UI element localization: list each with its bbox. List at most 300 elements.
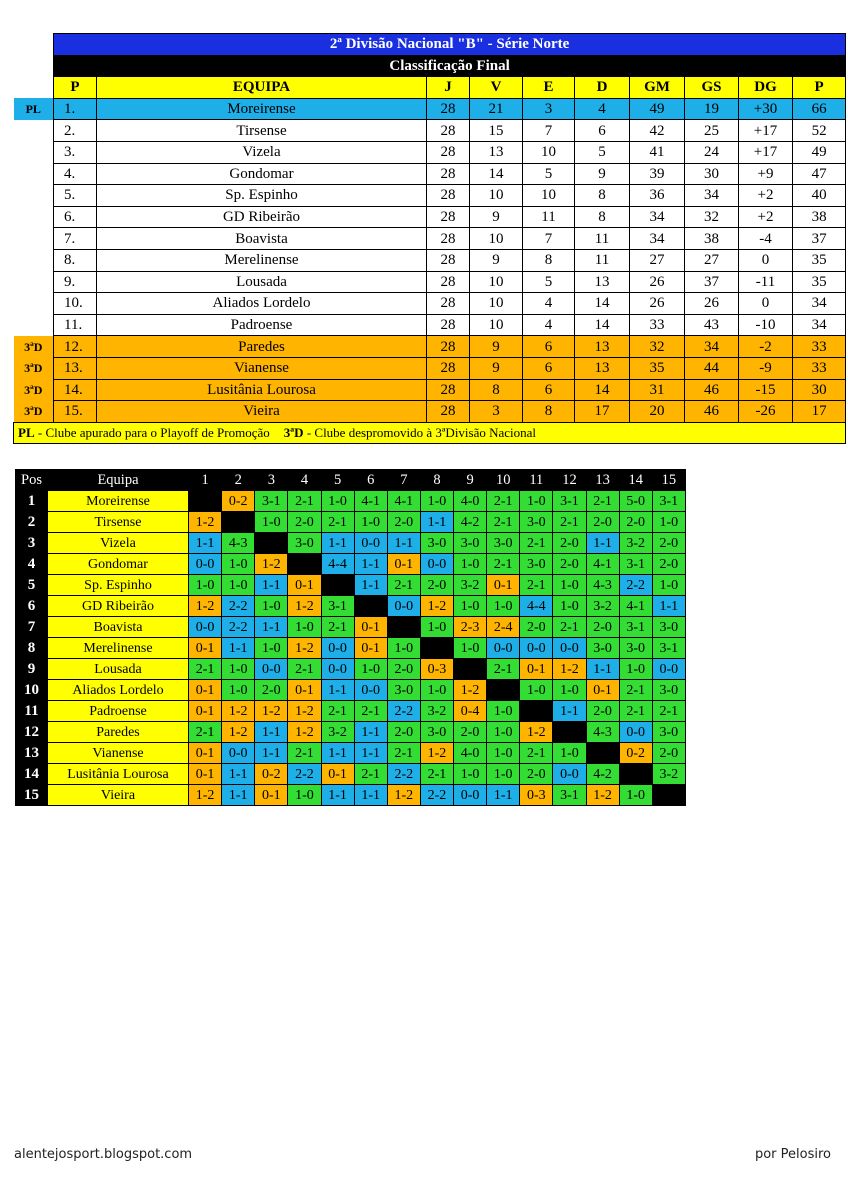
standings-row [14, 293, 846, 315]
blank-cell [14, 141, 54, 163]
draws-cell: 7 [523, 120, 575, 142]
result-cell: 0-0 [255, 659, 288, 680]
legend-pl-key: PL [18, 424, 35, 440]
result-cell: 2-0 [619, 512, 652, 533]
standings-row [14, 120, 846, 142]
goals-for-cell: 32 [630, 336, 685, 358]
draws-cell: 3 [523, 98, 575, 120]
matrix-row-team: Lusitânia Lourosa [48, 764, 189, 785]
result-cell: 0-2 [222, 491, 255, 512]
standings-row [14, 206, 846, 228]
result-cell: 1-0 [255, 638, 288, 659]
matrix-column-header: 4 [288, 470, 321, 491]
result-cell: 1-0 [553, 596, 586, 617]
matrix-row [16, 659, 686, 680]
status-tag: PL [14, 98, 54, 120]
result-cell: 1-0 [454, 764, 487, 785]
result-cell: 1-2 [288, 596, 321, 617]
result-cell: 1-0 [222, 680, 255, 701]
result-cell: 1-1 [222, 638, 255, 659]
matrix-column-header: 11 [520, 470, 553, 491]
matrix-column-header: 5 [321, 470, 354, 491]
matrix-row [16, 491, 686, 512]
result-cell: 3-2 [454, 575, 487, 596]
result-cell: 1-2 [189, 785, 222, 806]
played-cell: 28 [427, 206, 470, 228]
result-cell: 1-2 [586, 785, 619, 806]
blank-cell [14, 77, 54, 99]
result-cell: 3-1 [553, 491, 586, 512]
result-cell: 1-2 [255, 554, 288, 575]
position-cell: 2. [54, 120, 97, 142]
goals-for-cell: 36 [630, 185, 685, 207]
result-cell: 2-0 [387, 659, 420, 680]
result-cell: 0-3 [420, 659, 453, 680]
result-cell: 2-1 [321, 512, 354, 533]
result-cell: 3-0 [520, 554, 553, 575]
result-cell: 1-1 [321, 785, 354, 806]
matrix-row-pos: 12 [16, 722, 48, 743]
header-goals-against: GS [685, 77, 739, 99]
team-name: Gondomar [97, 163, 427, 185]
losses-cell: 14 [575, 379, 630, 401]
self-match-cell [454, 659, 487, 680]
goals-against-cell: 34 [685, 336, 739, 358]
result-cell: 3-0 [520, 512, 553, 533]
result-cell: 4-1 [619, 596, 652, 617]
result-cell: 2-1 [354, 764, 387, 785]
blank-cell [14, 271, 54, 293]
result-cell: 0-0 [420, 554, 453, 575]
result-cell: 2-1 [619, 701, 652, 722]
matrix-column-header: 9 [454, 470, 487, 491]
result-cell: 1-1 [420, 512, 453, 533]
result-cell: 1-0 [222, 554, 255, 575]
result-cell: 4-4 [520, 596, 553, 617]
points-cell: 34 [793, 293, 846, 315]
matrix-row-team: Aliados Lordelo [48, 680, 189, 701]
result-cell: 3-0 [652, 680, 685, 701]
goals-for-cell: 31 [630, 379, 685, 401]
matrix-row [16, 722, 686, 743]
matrix-header-pos: Pos [16, 470, 48, 491]
goal-difference-cell: +2 [739, 206, 793, 228]
matrix-column-header: 7 [387, 470, 420, 491]
result-cell: 1-0 [354, 512, 387, 533]
result-cell: 0-1 [354, 638, 387, 659]
draws-cell: 5 [523, 163, 575, 185]
result-cell: 2-1 [288, 659, 321, 680]
matrix-row [16, 680, 686, 701]
goals-against-cell: 32 [685, 206, 739, 228]
goals-against-cell: 46 [685, 379, 739, 401]
goal-difference-cell: +17 [739, 141, 793, 163]
result-cell: 3-0 [487, 533, 520, 554]
result-cell: 0-2 [619, 743, 652, 764]
result-cell: 2-0 [652, 554, 685, 575]
standings-row [14, 336, 846, 358]
footer-blog-url[interactable]: alentejosport.blogspot.com [14, 1147, 193, 1162]
goals-for-cell: 20 [630, 401, 685, 423]
played-cell: 28 [427, 228, 470, 250]
played-cell: 28 [427, 120, 470, 142]
position-cell: 12. [54, 336, 97, 358]
result-cell: 2-1 [288, 743, 321, 764]
points-cell: 34 [793, 314, 846, 336]
position-cell: 15. [54, 401, 97, 423]
result-cell: 2-1 [652, 701, 685, 722]
goal-difference-cell: -10 [739, 314, 793, 336]
matrix-row-team: Vieira [48, 785, 189, 806]
result-cell: 0-0 [354, 533, 387, 554]
result-cell: 3-1 [652, 638, 685, 659]
result-cell: 1-0 [288, 785, 321, 806]
result-cell: 1-2 [222, 722, 255, 743]
matrix-row-pos: 14 [16, 764, 48, 785]
result-cell: 1-0 [487, 722, 520, 743]
losses-cell: 13 [575, 357, 630, 379]
legend-row [14, 422, 846, 444]
result-cell: 1-1 [354, 785, 387, 806]
result-cell: 0-0 [619, 722, 652, 743]
result-cell: 1-2 [553, 659, 586, 680]
result-cell: 1-1 [354, 722, 387, 743]
result-cell: 0-1 [354, 617, 387, 638]
goals-for-cell: 26 [630, 271, 685, 293]
matrix-row-team: Lousada [48, 659, 189, 680]
result-cell: 1-1 [387, 533, 420, 554]
result-cell: 1-2 [288, 701, 321, 722]
result-cell: 1-0 [222, 575, 255, 596]
result-cell: 1-0 [553, 575, 586, 596]
result-cell: 2-0 [652, 743, 685, 764]
matrix-row [16, 533, 686, 554]
status-tag: 3ªD [14, 401, 54, 423]
goals-against-cell: 38 [685, 228, 739, 250]
status-tag: 3ªD [14, 357, 54, 379]
result-cell: 5-0 [619, 491, 652, 512]
result-cell: 2-1 [520, 743, 553, 764]
matrix-row [16, 554, 686, 575]
self-match-cell [222, 512, 255, 533]
position-cell: 14. [54, 379, 97, 401]
matrix-row-team: GD Ribeirão [48, 596, 189, 617]
result-cell: 3-1 [652, 491, 685, 512]
matrix-row [16, 785, 686, 806]
wins-cell: 10 [470, 271, 523, 293]
result-cell: 2-0 [387, 722, 420, 743]
matrix-row-team: Vizela [48, 533, 189, 554]
result-cell: 0-0 [222, 743, 255, 764]
goal-difference-cell: 0 [739, 249, 793, 271]
position-cell: 11. [54, 314, 97, 336]
goals-against-cell: 44 [685, 357, 739, 379]
result-cell: 1-2 [288, 722, 321, 743]
result-cell: 4-2 [586, 764, 619, 785]
result-cell: 2-4 [487, 617, 520, 638]
standings-table [13, 33, 846, 444]
points-cell: 52 [793, 120, 846, 142]
result-cell: 1-1 [487, 785, 520, 806]
result-cell: 1-0 [420, 491, 453, 512]
result-cell: 1-0 [487, 764, 520, 785]
matrix-row-pos: 9 [16, 659, 48, 680]
result-cell: 4-4 [321, 554, 354, 575]
goals-against-cell: 46 [685, 401, 739, 423]
draws-cell: 8 [523, 401, 575, 423]
goals-for-cell: 33 [630, 314, 685, 336]
result-cell: 1-1 [354, 575, 387, 596]
result-cell: 1-0 [288, 617, 321, 638]
self-match-cell [255, 533, 288, 554]
wins-cell: 10 [470, 293, 523, 315]
team-name: Moreirense [97, 98, 427, 120]
result-cell: 2-1 [420, 764, 453, 785]
result-cell: 1-1 [222, 764, 255, 785]
result-cell: 2-0 [553, 533, 586, 554]
goals-for-cell: 34 [630, 228, 685, 250]
matrix-row [16, 617, 686, 638]
result-cell: 0-1 [189, 743, 222, 764]
result-cell: 1-1 [255, 575, 288, 596]
blank-cell [14, 120, 54, 142]
self-match-cell [619, 764, 652, 785]
header-draws: E [523, 77, 575, 99]
header-goals-for: GM [630, 77, 685, 99]
matrix-column-header: 1 [189, 470, 222, 491]
result-cell: 0-0 [189, 617, 222, 638]
self-match-cell [420, 638, 453, 659]
goals-against-cell: 30 [685, 163, 739, 185]
self-match-cell [487, 680, 520, 701]
position-cell: 13. [54, 357, 97, 379]
legend [14, 422, 846, 444]
position-cell: 4. [54, 163, 97, 185]
result-cell: 1-1 [255, 743, 288, 764]
losses-cell: 11 [575, 228, 630, 250]
result-cell: 0-0 [553, 764, 586, 785]
draws-cell: 6 [523, 357, 575, 379]
result-cell: 1-2 [189, 596, 222, 617]
position-cell: 9. [54, 271, 97, 293]
result-cell: 2-0 [420, 575, 453, 596]
goals-for-cell: 27 [630, 249, 685, 271]
matrix-column-header: 15 [652, 470, 685, 491]
result-cell: 0-1 [189, 680, 222, 701]
result-cell: 1-0 [487, 701, 520, 722]
result-cell: 1-1 [222, 785, 255, 806]
matrix-row-pos: 15 [16, 785, 48, 806]
self-match-cell [387, 617, 420, 638]
result-cell: 1-1 [553, 701, 586, 722]
goals-for-cell: 35 [630, 357, 685, 379]
team-name: Vianense [97, 357, 427, 379]
goal-difference-cell: -4 [739, 228, 793, 250]
team-name: Aliados Lordelo [97, 293, 427, 315]
result-cell: 1-0 [222, 659, 255, 680]
goals-against-cell: 27 [685, 249, 739, 271]
goals-against-cell: 19 [685, 98, 739, 120]
losses-cell: 8 [575, 206, 630, 228]
goals-for-cell: 49 [630, 98, 685, 120]
result-cell: 4-0 [454, 491, 487, 512]
result-cell: 2-1 [189, 722, 222, 743]
result-cell: 2-1 [321, 701, 354, 722]
result-cell: 1-2 [387, 785, 420, 806]
matrix-row [16, 575, 686, 596]
goals-against-cell: 25 [685, 120, 739, 142]
result-cell: 2-0 [454, 722, 487, 743]
standings-row [14, 379, 846, 401]
result-cell: 0-0 [520, 638, 553, 659]
result-cell: 3-1 [321, 596, 354, 617]
result-cell: 3-0 [420, 722, 453, 743]
matrix-row-pos: 4 [16, 554, 48, 575]
result-cell: 1-0 [520, 680, 553, 701]
wins-cell: 9 [470, 206, 523, 228]
result-cell: 3-1 [619, 554, 652, 575]
team-name: Vizela [97, 141, 427, 163]
result-cell: 2-1 [520, 533, 553, 554]
losses-cell: 14 [575, 314, 630, 336]
goal-difference-cell: +2 [739, 185, 793, 207]
result-cell: 0-1 [487, 575, 520, 596]
matrix-row-team: Vianense [48, 743, 189, 764]
result-cell: 3-0 [420, 533, 453, 554]
result-cell: 0-0 [553, 638, 586, 659]
wins-cell: 10 [470, 228, 523, 250]
result-cell: 1-0 [487, 743, 520, 764]
result-cell: 1-1 [354, 743, 387, 764]
matrix-row [16, 701, 686, 722]
losses-cell: 6 [575, 120, 630, 142]
result-cell: 3-2 [420, 701, 453, 722]
points-cell: 33 [793, 357, 846, 379]
matrix-column-header: 14 [619, 470, 652, 491]
matrix-row-team: Tirsense [48, 512, 189, 533]
goals-for-cell: 41 [630, 141, 685, 163]
header-team: EQUIPA [97, 77, 427, 99]
result-cell: 1-0 [420, 617, 453, 638]
standings-row [14, 401, 846, 423]
result-cell: 0-1 [288, 680, 321, 701]
blank-cell [14, 228, 54, 250]
played-cell: 28 [427, 185, 470, 207]
result-cell: 4-1 [387, 491, 420, 512]
standings-row [14, 357, 846, 379]
blank-cell [14, 249, 54, 271]
standings-row [14, 271, 846, 293]
result-cell: 2-0 [652, 533, 685, 554]
points-cell: 47 [793, 163, 846, 185]
points-cell: 17 [793, 401, 846, 423]
header-played: J [427, 77, 470, 99]
goal-difference-cell: -15 [739, 379, 793, 401]
matrix-row-team: Sp. Espinho [48, 575, 189, 596]
points-cell: 38 [793, 206, 846, 228]
position-cell: 10. [54, 293, 97, 315]
points-cell: 49 [793, 141, 846, 163]
result-cell: 4-3 [222, 533, 255, 554]
matrix-row-pos: 5 [16, 575, 48, 596]
result-cell: 2-1 [288, 491, 321, 512]
result-cell: 3-2 [586, 596, 619, 617]
goals-against-cell: 26 [685, 293, 739, 315]
goals-for-cell: 34 [630, 206, 685, 228]
goal-difference-cell: -2 [739, 336, 793, 358]
played-cell: 28 [427, 141, 470, 163]
result-cell: 1-0 [520, 491, 553, 512]
wins-cell: 13 [470, 141, 523, 163]
played-cell: 28 [427, 163, 470, 185]
matrix-row-pos: 8 [16, 638, 48, 659]
result-cell: 1-1 [189, 533, 222, 554]
team-name: Paredes [97, 336, 427, 358]
matrix-column-header: 12 [553, 470, 586, 491]
result-cell: 0-4 [454, 701, 487, 722]
goals-for-cell: 42 [630, 120, 685, 142]
standings-row [14, 141, 846, 163]
position-cell: 8. [54, 249, 97, 271]
team-name: Boavista [97, 228, 427, 250]
result-cell: 1-2 [189, 512, 222, 533]
result-cell: 2-1 [619, 680, 652, 701]
wins-cell: 10 [470, 185, 523, 207]
draws-cell: 11 [523, 206, 575, 228]
standings-row [14, 314, 846, 336]
matrix-column-header: 2 [222, 470, 255, 491]
played-cell: 28 [427, 336, 470, 358]
result-cell: 0-2 [255, 764, 288, 785]
matrix-row-team: Padroense [48, 701, 189, 722]
result-cell: 1-1 [652, 596, 685, 617]
header-points: P [793, 77, 846, 99]
result-cell: 2-0 [586, 512, 619, 533]
result-cell: 0-0 [487, 638, 520, 659]
blank-cell [14, 185, 54, 207]
result-cell: 4-0 [454, 743, 487, 764]
result-cell: 2-1 [487, 512, 520, 533]
goal-difference-cell: +9 [739, 163, 793, 185]
matrix-row [16, 638, 686, 659]
table-subtitle: Classificação Final [54, 55, 846, 77]
result-cell: 3-2 [321, 722, 354, 743]
matrix-row [16, 764, 686, 785]
result-cell: 3-0 [619, 638, 652, 659]
standings-row [14, 228, 846, 250]
self-match-cell [321, 575, 354, 596]
wins-cell: 21 [470, 98, 523, 120]
result-cell: 0-1 [255, 785, 288, 806]
draws-cell: 10 [523, 185, 575, 207]
played-cell: 28 [427, 271, 470, 293]
goals-for-cell: 26 [630, 293, 685, 315]
result-cell: 1-0 [553, 680, 586, 701]
draws-cell: 6 [523, 379, 575, 401]
result-cell: 1-1 [321, 743, 354, 764]
blank-cell [14, 163, 54, 185]
goal-difference-cell: -9 [739, 357, 793, 379]
result-cell: 0-1 [387, 554, 420, 575]
result-cell: 1-0 [553, 743, 586, 764]
result-cell: 2-0 [288, 512, 321, 533]
team-name: Merelinense [97, 249, 427, 271]
legend-pl-text: - Clube apurado para o Playoff de Promoção [34, 424, 270, 440]
wins-cell: 9 [470, 249, 523, 271]
result-cell: 4-3 [586, 722, 619, 743]
result-cell: 3-0 [652, 617, 685, 638]
matrix-row-pos: 11 [16, 701, 48, 722]
